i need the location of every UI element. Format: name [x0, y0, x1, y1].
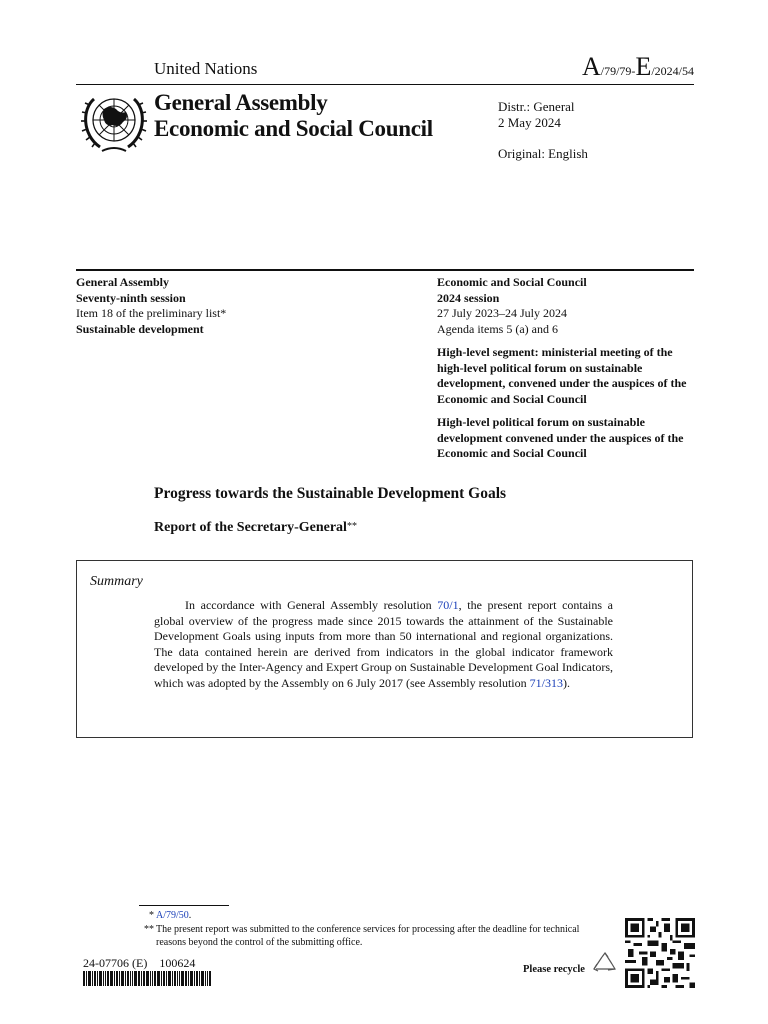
distribution-info	[498, 99, 588, 162]
document-subtitle	[154, 520, 357, 536]
distribution: Distr.: General	[498, 99, 575, 114]
document-date: 2 May 2024	[498, 115, 561, 130]
summary-text-3: ).	[562, 675, 570, 690]
subtitle-footnote-mark: **	[346, 521, 357, 532]
summary-text-1: In accordance with General Assembly resolution	[185, 598, 438, 612]
session-rule	[76, 269, 694, 271]
document-title: Progress towards the Sustainable Development Goals	[154, 485, 507, 502]
ga-session: Seventy-ninth session	[76, 290, 186, 305]
symbol-letter-a: A	[581, 52, 601, 81]
symbol-part-1: /79/79-	[600, 64, 636, 78]
ga-session-info	[76, 275, 416, 337]
job-number: 24-07706 (E) 100624	[83, 956, 196, 970]
organ-ecosoc: Economic and Social Council	[154, 116, 433, 141]
document-symbol	[582, 52, 694, 82]
organization-name: United Nations	[154, 59, 258, 78]
ecosoc-session: 2024 session	[437, 290, 500, 305]
summary-heading: Summary	[90, 574, 143, 589]
footnote-2-text: The present report was submitted to the conference services for processing after the deadline for technical reasons beyond the control of the submitting office.	[156, 924, 580, 948]
ecosoc-session-info	[437, 275, 699, 462]
footnote-2	[139, 923, 609, 949]
symbol-letter-e: E	[635, 52, 652, 81]
a-79-50-link[interactable]: A/79/50	[156, 910, 189, 921]
recycle-icon	[593, 952, 617, 976]
recycle-label: Please recycle	[523, 964, 585, 975]
subtitle-text: Report of the Secretary-General	[154, 520, 347, 535]
ecosoc-body: Economic and Social Council	[437, 275, 587, 289]
organ-general-assembly: General Assembly	[154, 90, 328, 115]
ecosoc-dates: 27 July 2023–24 July 2024	[437, 306, 568, 320]
ecosoc-segment-2: High-level political forum on sustainable development convened under the auspices of the Economic and Social Council	[437, 415, 684, 460]
footnote-2-mark: **	[144, 924, 154, 935]
un-emblem-icon	[80, 91, 148, 153]
qr-code-icon	[625, 918, 695, 988]
barcode-icon	[83, 971, 211, 986]
symbol-part-2: /2024/54	[651, 64, 694, 78]
ga-topic: Sustainable development	[76, 321, 204, 336]
ecosoc-agenda: Agenda items 5 (a) and 6	[437, 321, 558, 336]
footnote-rule	[139, 905, 229, 906]
resolution-70-1-link[interactable]: 70/1	[437, 598, 459, 612]
summary-text-2: , the present report contains a global overview of the progress made since 2015 towards the attainment of the Sustainable Development Goals using inputs from more than 50 international and regional organizations. The data contained herein are derived from indicators in the global indicator framework developed by the Inter-Agency and Expert Group on Sustainable Development Goal Indicators, which was adopted by the Assembly on 6 July 2017 (see Assembly resolution	[154, 598, 614, 690]
ga-body: General Assembly	[76, 275, 169, 289]
original-language: Original: English	[498, 146, 588, 161]
ga-item: Item 18 of the preliminary list*	[76, 306, 227, 320]
footnote-1-mark: *	[149, 910, 154, 921]
resolution-71-313-link[interactable]: 71/313	[529, 675, 563, 690]
header-rule	[76, 84, 694, 85]
summary-paragraph	[154, 598, 613, 691]
footnote-1-end: .	[188, 910, 192, 921]
organ-names	[154, 90, 433, 142]
footnote-1	[139, 909, 191, 922]
ecosoc-segment-1: High-level segment: ministerial meeting of the high-level political forum on sustainable development, convened under the auspices of the Economic and Social Council	[437, 345, 687, 406]
